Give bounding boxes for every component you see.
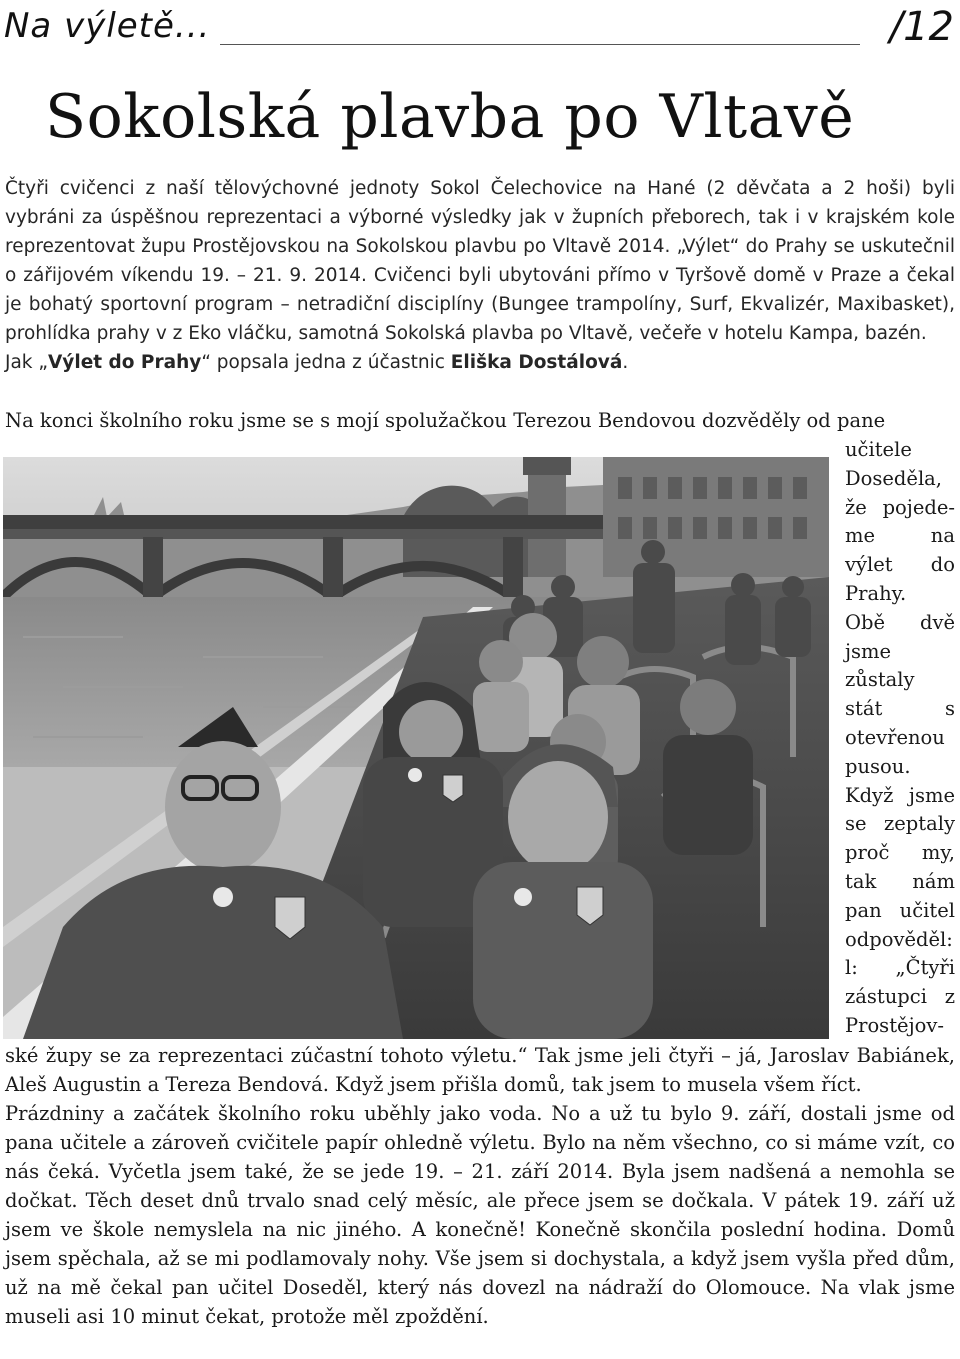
wrap-line: zástupci z	[845, 985, 955, 1009]
credit-suffix: .	[622, 352, 629, 373]
story-body	[5, 1041, 955, 1331]
wrap-line: me na	[845, 524, 955, 548]
wrap-line: pusou.	[845, 754, 911, 778]
photo-illustration	[3, 457, 829, 1039]
credit-title: Výlet do Prahy	[47, 352, 202, 373]
wrap-line: tak nám	[845, 869, 955, 893]
wrap-line: Když jsme	[845, 783, 955, 807]
page-header	[0, 0, 960, 58]
wrapped-text-column	[845, 436, 955, 1041]
wrap-line: Prostějov-	[845, 1013, 944, 1037]
wrap-line: Obě dvě	[845, 610, 955, 634]
page-number: /12	[889, 4, 954, 50]
wrap-line: Doseděla,	[845, 466, 943, 490]
header-rule	[220, 44, 860, 45]
article-photo	[3, 457, 829, 1039]
intro-credit	[5, 348, 955, 377]
wrap-line: pan učitel	[845, 898, 955, 922]
article-title: Sokolská plavba po Vltavě	[45, 82, 855, 152]
wrap-line: se zeptaly	[845, 812, 955, 836]
story-paragraph: Prázdniny a začátek školního roku uběhly jako voda. No a už tu bylo 9. září, dostali jsme od pana učitele a zároveň cvičitele papír ohledně výletu. Bylo na něm všechno, co si máme vzít, co nás čeká. Vyčetla jsem také, že se jede 19. – 21. září 2014. Byla jsem nadšená a nemohla se dočkat. Těch deset dnů trvalo snad celý měsíc, ale přece jsem se dočkala. V pátek 19. září už jsem ve škole nemyslela na nic jiného. A konečně! Konečně skončila poslední hodina. Domů jsem spěchala, až se mi podlamovaly nohy. Vše jsem si dochystala, a když jsem vyšla před dům, už na mě čekal pan učitel Doseděl, který nás dovezl na nádraží do Olomouce. Na vlak jsme museli asi 10 minut čekat, protože měl zpoždění.	[5, 1102, 955, 1328]
wrap-line: stát s	[845, 697, 955, 721]
wrap-line: otevřenou	[845, 725, 945, 749]
credit-author: Eliška Dostálová	[450, 352, 623, 373]
intro-paragraph: Čtyři cvičenci z naší tělovýchovné jednoty Sokol Čelechovice na Hané (2 děvčata a 2 hoši) byli vybráni za úspěšnou reprezentaci a výborné výsledky jak v župních přeborech, tak i v krajském kole reprezentovat župu Prostějovskou na Sokolskou plavbu po Vltavě 2014. „Výlet“ do Prahy se uskutečnil o zářijovém víkendu 19. – 21. 9. 2014. Cvičenci byli ubytováni přímo v Tyršově domě v Praze a čekal je bohatý sportovní program – netradiční disciplíny (Bungee trampolíny, Surf, Ekvalizér, Maxibasket), prohlídka prahy v z Eko vláčku, samotná Sokolská plavba po Vltavě, večeře v hotelu Kampa, bazén.	[5, 178, 955, 344]
credit-prefix: Jak „	[5, 352, 48, 373]
wrap-line: jsme	[845, 639, 892, 663]
wrap-line: odpověděl:	[845, 927, 953, 951]
wrap-line: zůstaly	[845, 668, 915, 692]
wrap-line: l: „Čtyři	[845, 956, 955, 980]
credit-middle: “ popsala jedna z účastnic	[201, 352, 451, 373]
wrap-line: učitele	[845, 438, 912, 461]
story-paragraph: ské župy se za reprezentaci zúčastní tohoto výletu.“ Tak jsme jeli čtyři – já, Jaroslav Babiánek, Aleš Augustin a Tereza Bendová. Když jsem přišla domů, tak jsem to musela všem říct.	[5, 1044, 955, 1096]
wrap-line: proč my,	[845, 841, 955, 865]
intro-block	[5, 174, 955, 377]
wrap-line: výlet do	[845, 553, 955, 577]
section-title: Na výletě...	[4, 6, 211, 46]
wrap-line: Prahy.	[845, 581, 907, 605]
story-lead: Na konci školního roku jsme se s mojí spolužačkou Terezou Bendovou dozvěděly od pane	[5, 409, 886, 432]
wrap-line: že pojede-	[845, 495, 955, 519]
